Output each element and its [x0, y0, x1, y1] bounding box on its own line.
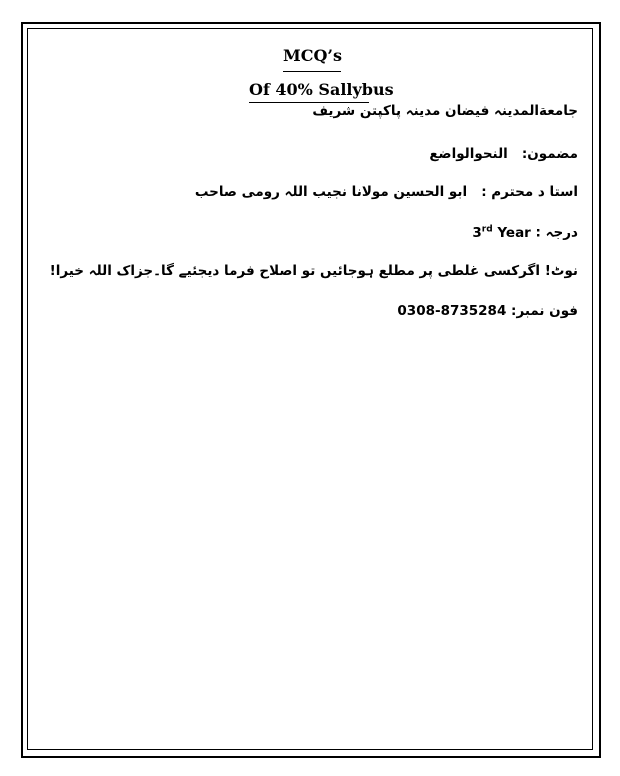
subject-value: النحوالواضع [429, 146, 508, 162]
subject-label: مضمون: [521, 146, 578, 162]
teacher-value: ابو الحسین مولانا نجیب اللہ رومی صاحب [194, 184, 468, 200]
grade-value: 3rd Year [472, 224, 531, 241]
note-line: نوٹ! اگرکسی غلطی پر مطلع ہوجائیں تو اصلاح فرما دیجئیے گا۔جزاک اللہ خیرا! [49, 263, 578, 279]
grade-line [472, 224, 578, 241]
page-border-inner [27, 28, 593, 750]
phone-label: فون نمبر: [511, 303, 578, 319]
teacher-label: استا د محترم : [481, 184, 578, 200]
document-subtitle: Of 40% Sallybus [249, 80, 394, 99]
teacher-line [195, 184, 578, 200]
title-underline [283, 71, 341, 72]
subject-line [429, 146, 578, 162]
phone-line [397, 303, 578, 319]
phone-value: 0308-8735284 [397, 303, 507, 319]
grade-label: درجہ : [535, 224, 578, 241]
document-title: MCQ’s [283, 46, 342, 65]
institution-line: جامعةالمدینہ فیضان مدینہ پاکپتن شریف [312, 103, 578, 119]
